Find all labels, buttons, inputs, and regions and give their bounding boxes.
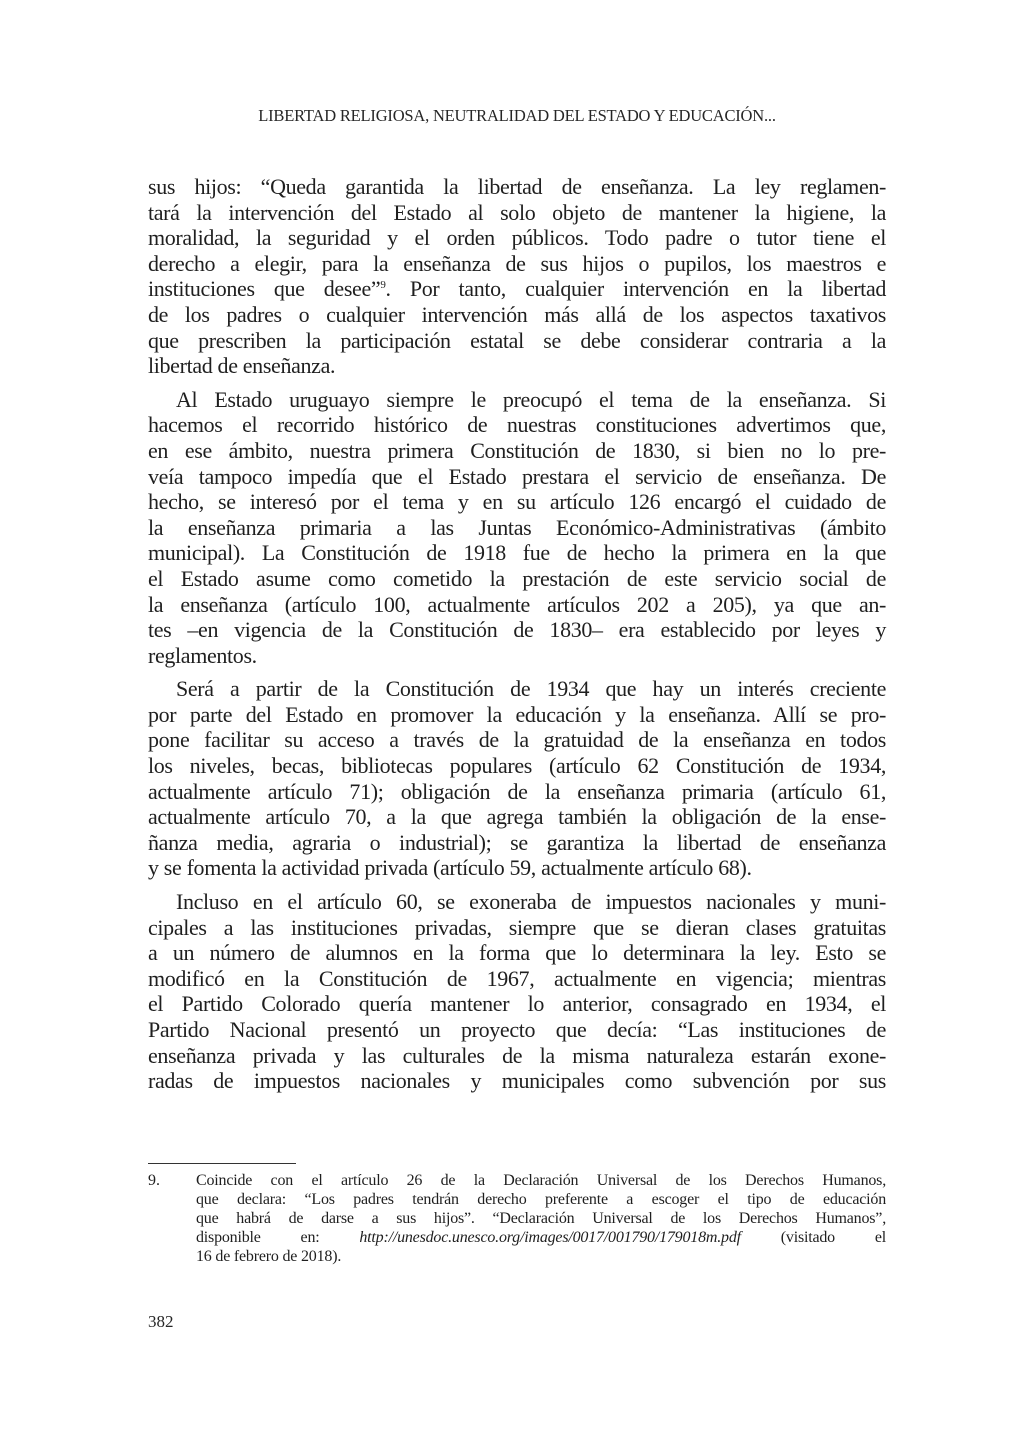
text-line: derecho a elegir, para la enseñanza de sus hijos o pupilos, los maestros e <box>148 250 886 276</box>
footnote-body <box>196 1171 886 1266</box>
text-fragment: instituciones que desee” <box>148 276 381 302</box>
text-line: Al Estado uruguayo siempre le preocupó el tema de la enseñanza. Si <box>176 386 886 412</box>
text-line: Incluso en el artículo 60, se exoneraba de impuestos nacionales y muni- <box>176 889 886 915</box>
text-line: hacemos el recorrido histórico de nuestras constituciones advertimos que, <box>148 412 886 438</box>
text-line: que prescriben la participación estatal se debe considerar contraria a la <box>148 327 886 353</box>
text-line: sus hijos: “Queda garantida la libertad de enseñanza. La ley reglamen- <box>148 174 886 199</box>
page-number: 382 <box>148 1312 174 1331</box>
text-line: pone facilitar su acceso a través de la gratuidad de la enseñanza en todos <box>148 727 886 753</box>
text-line: en ese ámbito, nuestra primera Constitución de 1830, si bien no lo pre- <box>148 437 886 463</box>
footnote-ref-9[interactable]: 9 <box>380 279 386 292</box>
footnote-line: que declara: “Los padres tendrán derecho preferente a escoger el tipo de educación <box>196 1191 886 1208</box>
footnote-line: Coincide con el artículo 26 de la Declaración Universal de los Derechos Humanos, <box>196 1172 886 1189</box>
paragraph-4 <box>148 889 886 1094</box>
paragraph-1 <box>148 174 886 379</box>
text-line: por parte del Estado en promover la educación y la enseñanza. Allí se pro- <box>148 701 886 727</box>
text-line: municipal). La Constitución de 1918 fue de hecho la primera en la que <box>148 540 886 566</box>
footnote-text: disponible en: <box>196 1229 320 1246</box>
paragraph-2 <box>148 387 886 669</box>
text-line: los niveles, becas, bibliotecas populares (artículo 62 Constitución de 1934, <box>148 753 886 779</box>
text-line <box>148 276 886 302</box>
footnote-text: (visitado el <box>780 1229 886 1246</box>
text-line: veía tampoco impedía que el Estado prestara el servicio de enseñanza. De <box>148 463 886 489</box>
text-line: la enseñanza primaria a las Juntas Económico-Administrativas (ámbito <box>148 514 886 540</box>
paragraph-3 <box>148 676 886 881</box>
footnote-line: que habrá de darse a sus hijos”. “Declaración Universal de los Derechos Humanos”, <box>196 1210 886 1227</box>
text-line: tará la intervención del Estado al solo objeto de mantener la higiene, la <box>148 199 886 225</box>
footnote-number: 9. <box>148 1172 160 1189</box>
text-line: moralidad, la seguridad y el orden públicos. Todo padre o tutor tiene el <box>148 225 886 251</box>
text-line: tes –en vigencia de la Constitución de 1830– era establecido por leyes y <box>148 617 886 643</box>
text-line: Será a partir de la Constitución de 1934 que hay un interés creciente <box>176 676 886 702</box>
text-line: el Estado asume como cometido la prestación de este servicio social de <box>148 565 886 591</box>
running-head: LIBERTAD RELIGIOSA, NEUTRALIDAD DEL ESTADO Y EDUCACIÓN... <box>258 106 776 125</box>
text-line: actualmente artículo 70, a la que agrega también la obligación de la ense- <box>148 804 886 830</box>
text-line: radas de impuestos nacionales y municipales como subvención por sus <box>148 1068 886 1094</box>
text-line: modificó en la Constitución de 1967, actualmente en vigencia; mientras <box>148 965 886 991</box>
body-text <box>148 174 886 1102</box>
text-line: hecho, se interesó por el tema y en su artículo 126 encargó el cuidado de <box>148 489 886 515</box>
text-line: libertad de enseñanza. <box>148 353 336 379</box>
text-line: a un número de alumnos en la forma que lo determinara la ley. Esto se <box>148 940 886 966</box>
text-line: ñanza media, agraria o industrial); se garantiza la libertad de enseñanza <box>148 829 886 855</box>
text-line: el Partido Colorado quería mantener lo anterior, consagrado en 1934, el <box>148 991 886 1017</box>
text-line: cipales a las instituciones privadas, siempre que se dieran clases gratuitas <box>148 914 886 940</box>
text-line: reglamentos. <box>148 642 257 668</box>
footnote-line <box>196 1228 886 1247</box>
footnote-link[interactable]: http://unesdoc.unesco.org/images/0017/001790/179018m.pdf <box>359 1229 741 1246</box>
text-fragment: . Por tanto, cualquier intervención en la libertad <box>385 276 887 302</box>
text-line: actualmente artículo 71); obligación de la enseñanza primaria (artículo 61, <box>148 778 886 804</box>
text-line: enseñanza privada y las culturales de la misma naturaleza estarán exone- <box>148 1042 886 1068</box>
text-line: de los padres o cualquier intervención más allá de los aspectos taxativos <box>148 301 886 327</box>
text-line: la enseñanza (artículo 100, actualmente artículos 202 a 205), ya que an- <box>148 591 886 617</box>
text-line: y se fomenta la actividad privada (artículo 59, actualmente artículo 68). <box>148 855 752 881</box>
footnote-line: 16 de febrero de 2018). <box>196 1248 342 1265</box>
text-line: Partido Nacional presentó un proyecto que decía: “Las instituciones de <box>148 1017 886 1042</box>
footnote-separator <box>148 1163 296 1164</box>
